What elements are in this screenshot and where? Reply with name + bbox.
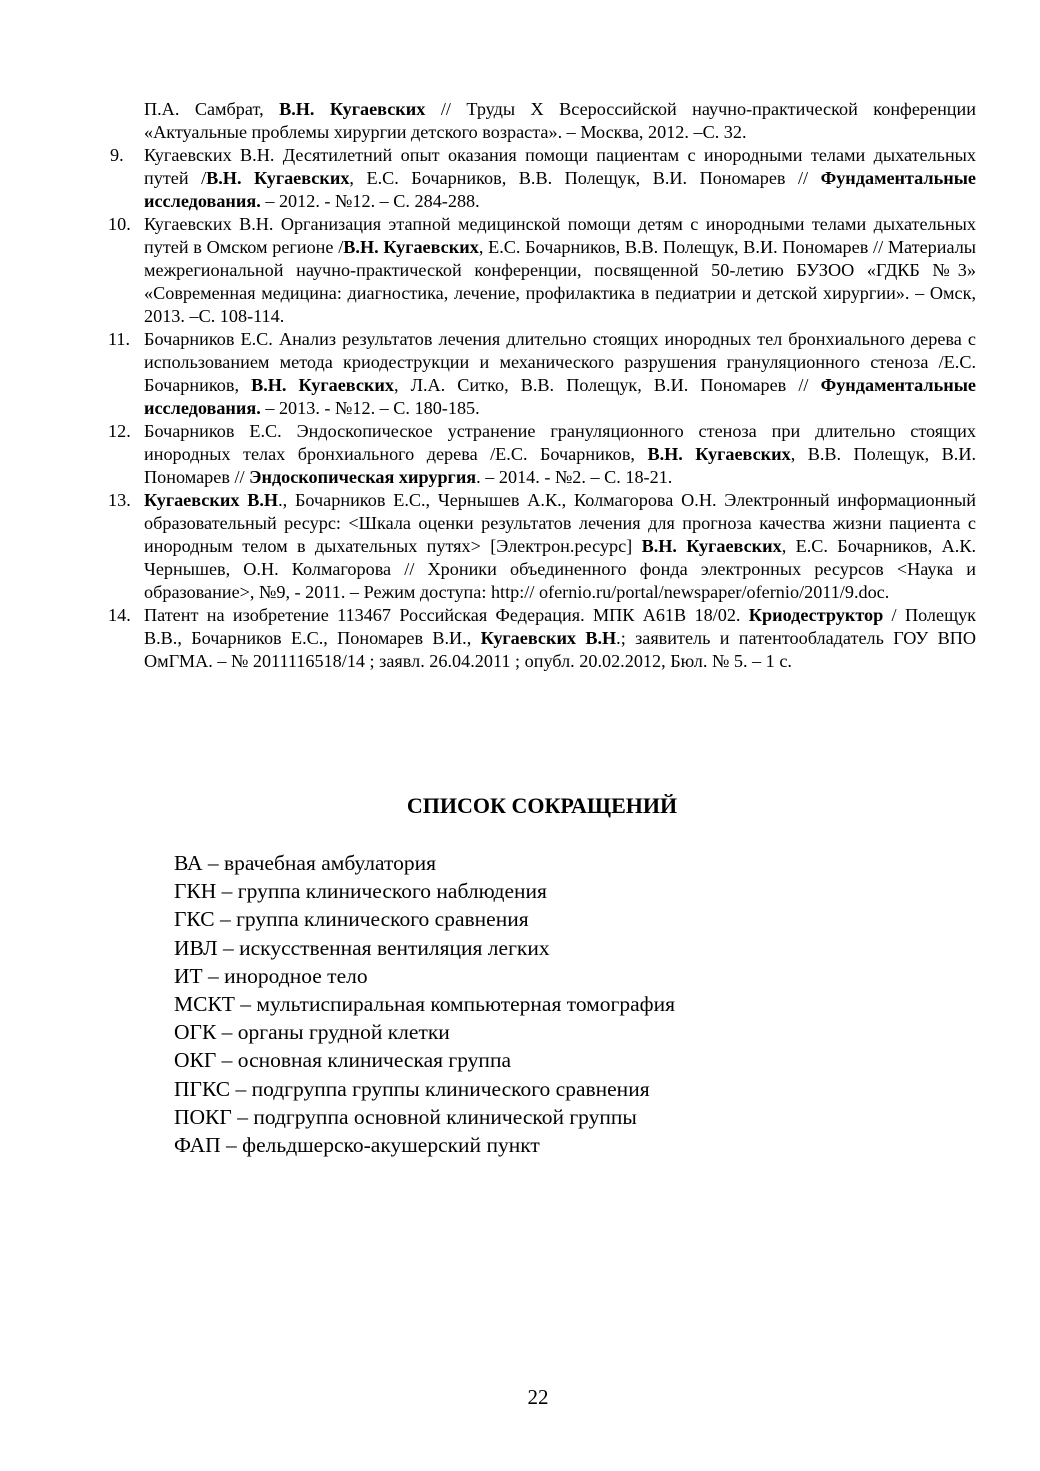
reference-segment: П.А. Самбрат,: [144, 99, 280, 119]
reference-segment: / Полещук В.В., Бочарников Е.С., Пономарев В.И.,: [144, 605, 977, 648]
reference-bold-segment: Криодеструктор: [748, 605, 884, 625]
abbreviation-item: ФАП – фельдшерско-акушерский пункт: [174, 1133, 540, 1158]
reference-segment: . – 2014. - №2. – С. 18-21.: [476, 467, 673, 487]
abbreviation-item: ВА – врачебная амбулатория: [174, 851, 436, 875]
reference-bold-segment: В.Н. Кугаевских: [251, 375, 394, 395]
abbreviations-list: [174, 849, 675, 1159]
reference-text: [144, 214, 976, 326]
abbreviation-item: ИВЛ – искусственная вентиляция легких: [174, 935, 550, 960]
reference-bold-segment: Эндоскопическая хирургия: [249, 467, 477, 487]
reference-bold-segment: Фундаментальные исследования.: [144, 375, 976, 418]
abbreviation-item: ПОКГ – подгруппа основной клинической группы: [174, 1104, 637, 1129]
reference-item: [108, 213, 976, 328]
reference-segment: , Е.С. Бочарников, А.К. Чернышев, О.Н. Колмагорова // Хроники объединенного фонда электронных ресурсов <Наука и образование>, №9, - 2011. – Режим доступа: http:// ofernio.ru/portal/newspaper/ofernio/2011/9.doc.: [144, 536, 976, 602]
reference-text: [144, 145, 976, 211]
reference-segment: // Труды X Всероссийской научно-практической конференции «Актуальные проблемы хирургии детского возраста». – Москва, 2012. –С. 32.: [144, 99, 977, 142]
reference-item: [108, 420, 976, 489]
abbreviations-heading: СПИСОК СОКРАЩЕНИЙ: [406, 793, 678, 818]
reference-number: 14.: [108, 605, 131, 625]
abbreviation-item: ГКС – группа клинического сравнения: [174, 907, 529, 932]
abbreviation-item: ОГК – органы грудной клетки: [174, 1020, 450, 1045]
reference-segment: Бочарников Е.С. Анализ результатов лечения длительно стоящих инородных тел бронхиального дерева с использованием метода криодеструкции и механического разрушения грануляционного стеноза /Е.С. Бочарников,: [144, 329, 976, 395]
abbreviation-item: ИТ – инородное тело: [174, 963, 368, 988]
abbreviation-item: ПГКС – подгруппа группы клинического сравнения: [174, 1076, 650, 1101]
reference-text: [144, 490, 976, 602]
reference-number: 9.: [110, 145, 124, 165]
reference-bold-segment: В.Н. Кугаевских: [279, 99, 426, 119]
reference-number: 10.: [108, 214, 131, 234]
reference-segment: Патент на изобретение 113467 Российская Федерация. МПК А61В 18/02.: [144, 605, 749, 625]
reference-bold-segment: В.Н. Кугаевских: [343, 237, 479, 257]
abbreviation-item: ОКГ – основная клиническая группа: [174, 1048, 511, 1073]
abbreviation-item: ГКН – группа клинического наблюдения: [174, 879, 547, 904]
reference-item: [108, 144, 976, 213]
reference-number: 12.: [108, 421, 131, 441]
reference-bold-segment: Фундаментальные исследования.: [144, 168, 976, 211]
reference-text: [144, 329, 976, 418]
reference-segment: .; заявитель и патентообладатель ГОУ ВПО ОмГМА. – № 2011116518/14 ; заявл. 26.04.2011 ; опубл. 20.02.2012, Бюл. № 5. – 1 с.: [144, 628, 976, 671]
reference-bold-segment: В.Н. Кугаевских: [641, 536, 782, 556]
reference-bold-segment: Кугаевских В.Н: [144, 490, 279, 510]
reference-bold-segment: В.Н. Кугаевских: [647, 444, 791, 464]
reference-segment: , Л.А. Ситко, В.В. Полещук, В.И. Пономарев //: [393, 375, 821, 395]
reference-item: [108, 328, 976, 420]
reference-bold-segment: Кугаевских В.Н: [480, 628, 617, 648]
reference-item: [108, 604, 976, 673]
reference-segment: ., Бочарников Е.С., Чернышев А.К., Колмагорова О.Н. Электронный информационный образовательный ресурс: <Шкала оценки результатов лечения для прогноза качества жизни пациента с инородным телом в дыхательных путях> [Электрон.ресурс]: [144, 490, 977, 556]
reference-number: 13.: [108, 490, 131, 510]
page-number: 22: [527, 1385, 549, 1409]
reference-segment: – 2013. - №12. – С. 180-185.: [260, 398, 480, 418]
reference-text: [144, 99, 976, 142]
reference-segment: Бочарников Е.С. Эндоскопическое устранение грануляционного стеноза при длительно стоящих инородных телах бронхиального дерева /Е.С. Бочарников,: [144, 421, 976, 464]
abbreviation-item: МСКТ – мультиспиральная компьютерная томография: [174, 992, 675, 1017]
reference-segment: Кугаевских В.Н. Организация этапной медицинской помощи детям с инородными телами дыхательных путей в Омском регионе /: [144, 214, 976, 257]
reference-item: [108, 489, 976, 604]
reference-segment: , Е.С. Бочарников, В.В. Полещук, В.И. Пономарев // Материалы межрегиональной научно-практической конференции, посвященной 50-летию БУЗОО «ГДКБ №3» «Современная медицина: диагностика, лечение, профилактика в педиатрии и детской хирургии». – Омск, 2013. –С. 108-114.: [144, 237, 977, 326]
reference-segment: Кугаевских В.Н. Десятилетний опыт оказания помощи пациентам с инородными телами дыхательных путей /: [144, 145, 976, 188]
reference-segment: , Е.С. Бочарников, В.В. Полещук, В.И. Пономарев //: [349, 168, 821, 188]
reference-bold-segment: В.Н. Кугаевских: [206, 168, 350, 188]
reference-list: [108, 98, 976, 673]
reference-text: [144, 605, 976, 671]
reference-segment: – 2012. - №12. – С. 284-288.: [260, 191, 480, 211]
reference-item: [108, 98, 976, 144]
reference-segment: , В.В. Полещук, В.И. Пономарев //: [144, 444, 976, 487]
reference-text: [144, 421, 976, 487]
reference-number: 11.: [108, 329, 131, 349]
